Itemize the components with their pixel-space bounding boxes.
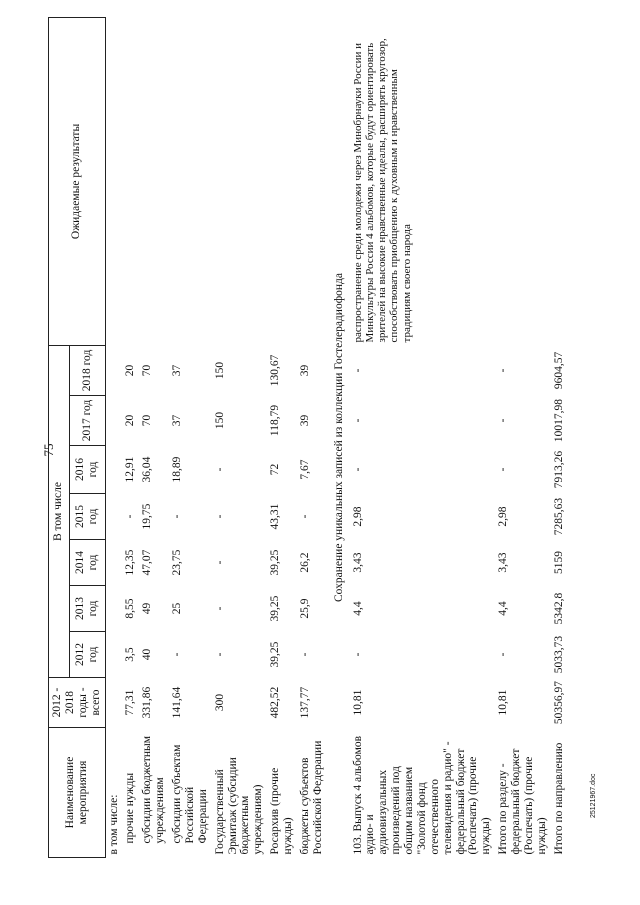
row-value: 39 <box>298 414 311 427</box>
row-value: - <box>298 514 311 519</box>
document-code: 25121967.doc <box>590 773 597 818</box>
row-value: 25,9 <box>298 598 311 619</box>
row-value: 20 <box>124 364 137 377</box>
header-year: 2018 год <box>69 345 105 395</box>
row-value: 20 <box>124 414 137 427</box>
row-value: - <box>213 606 226 611</box>
row-name: Итого по разделу - федеральный бюджет (Роспечать) (прочие нужды) <box>497 748 548 855</box>
row-name: 103. Выпуск 4 альбомов аудио- и аудиовизуальных произведений под общим названием "Золотой фонд отечественного телевидения и радио" - федеральный бюджет (Роспечать) (прочие нужды) <box>351 735 493 855</box>
row-name: субсидии субъектам Российской Федерации <box>171 744 209 844</box>
row-value: - <box>213 467 226 472</box>
row-name: субсидии бюджетным учреждениям <box>141 736 167 844</box>
row-value: - <box>171 514 183 519</box>
table-row <box>297 17 327 857</box>
row-value: 10,81 <box>497 689 510 716</box>
row-value: 482,52 <box>269 686 282 719</box>
row-value: 47,07 <box>141 549 154 576</box>
table-row <box>105 17 122 857</box>
table-row <box>267 17 297 857</box>
row-value: 70 <box>141 364 154 377</box>
row-value <box>105 586 122 632</box>
row-value: 23,75 <box>171 549 183 576</box>
table-row <box>139 17 169 857</box>
row-value: 130,67 <box>269 354 282 387</box>
table-row <box>212 17 268 857</box>
empty-result <box>105 17 122 345</box>
header-year: 2015 год <box>69 494 105 540</box>
rotated-page <box>48 18 603 858</box>
row-name: Государственный Эрмитаж (субсидии бюджетным учреждениям) <box>213 757 265 855</box>
row-value: 18,89 <box>171 456 183 483</box>
table-row <box>350 17 496 857</box>
row-value: - <box>351 652 364 657</box>
row-value: 3,43 <box>497 552 510 573</box>
row-value: 118,79 <box>269 404 282 437</box>
row-value: - <box>351 418 364 423</box>
row-value: 39,25 <box>269 549 282 576</box>
row-value: - <box>124 514 137 519</box>
row-value: 37 <box>171 414 183 427</box>
row-value: 10,81 <box>351 689 364 716</box>
row-value <box>105 632 122 678</box>
row-value: 5033,73 <box>552 635 565 674</box>
row-value <box>105 396 122 446</box>
row-value: 5159 <box>552 551 565 574</box>
row-value: - <box>351 467 364 472</box>
row-value: 26,2 <box>298 552 311 573</box>
row-value: 10017,98 <box>552 398 565 443</box>
row-value: 49 <box>141 602 154 615</box>
empty-result <box>267 17 297 345</box>
row-value <box>105 494 122 540</box>
row-value: 5342,8 <box>552 592 565 625</box>
header-year: 2013 год <box>69 586 105 632</box>
header-total: 2012 - 2018 годы - всего <box>49 678 106 728</box>
row-value: - <box>497 652 510 657</box>
row-value: 331,86 <box>141 686 154 719</box>
empty-result <box>212 17 268 345</box>
row-value: 7913,26 <box>552 450 565 489</box>
row-value: 39 <box>298 364 311 377</box>
row-name: бюджеты субъектов Российской Федерации <box>298 740 324 855</box>
header-results: Ожидаемые результаты <box>49 17 106 345</box>
row-value: - <box>497 467 510 472</box>
empty-result <box>122 17 139 345</box>
row-value: 19,75 <box>141 503 154 530</box>
row-value: 150 <box>213 411 226 430</box>
program-table <box>48 17 568 858</box>
row-value: 3,5 <box>124 647 137 662</box>
row-value: 2,98 <box>497 506 510 527</box>
page-number: 75 <box>41 443 56 457</box>
table-row <box>122 17 139 857</box>
row-value: 2,98 <box>351 506 364 527</box>
header-year: 2017 год <box>69 396 105 446</box>
row-value: - <box>298 652 311 657</box>
rotated-content <box>48 18 603 858</box>
row-value: 150 <box>213 361 226 380</box>
row-value <box>105 678 122 728</box>
header-year: 2016 год <box>69 446 105 494</box>
row-value: 300 <box>213 693 226 712</box>
row-value: - <box>213 560 226 565</box>
row-value <box>105 540 122 586</box>
row-value: 12,35 <box>124 549 137 576</box>
row-value: 25 <box>171 602 183 615</box>
row-name: Росархив (прочие нужды) <box>269 767 294 855</box>
row-value: 4,4 <box>351 601 364 616</box>
row-value: - <box>171 652 183 657</box>
row-value: 39,25 <box>269 641 282 668</box>
row-value: 72 <box>269 463 282 476</box>
row-value: 39,25 <box>269 595 282 622</box>
row-value: 77,31 <box>124 689 137 716</box>
row-value: 50356,97 <box>552 680 565 725</box>
row-value <box>105 446 122 494</box>
row-value: 7,67 <box>298 459 311 480</box>
row-value: 37 <box>171 364 183 377</box>
row-value: - <box>497 368 510 373</box>
row-value: - <box>351 368 364 373</box>
header-year: 2014 год <box>69 540 105 586</box>
row-value: - <box>497 418 510 423</box>
row-value: 40 <box>141 648 154 661</box>
row-value: 43,31 <box>269 503 282 530</box>
header-name: Наименование мероприятия <box>49 728 106 858</box>
row-value: 9604,57 <box>552 351 565 390</box>
row-value <box>105 345 122 395</box>
row-value: - <box>213 514 226 519</box>
section-title-row <box>327 17 350 857</box>
row-value: 4,4 <box>497 601 510 616</box>
row-name: прочие нужды <box>124 772 137 844</box>
row-value: 141,64 <box>171 686 183 719</box>
empty-result <box>139 17 169 345</box>
empty-result <box>297 17 327 345</box>
header-year: 2012 год <box>69 632 105 678</box>
empty-result <box>169 17 212 345</box>
expected-result: распространение среди молодежи через Минобрнауки России и Минкультуры России 4 альбомов, которые будут ориентировать зрителей на высокие нравственные идеалы, расширять кругозор, способствовать приобщению к духовным и нравственным традициям своего народа <box>351 38 413 343</box>
table-row <box>169 17 212 857</box>
row-value: 12,91 <box>124 456 137 483</box>
row-value: 3,43 <box>351 552 364 573</box>
row-name: Итого по направлению <box>552 742 565 855</box>
row-value: 7285,63 <box>552 497 565 536</box>
row-name: в том числе: <box>107 794 120 855</box>
section-title: Сохранение уникальных записей из коллекции Гостелерадиофонда <box>332 272 345 602</box>
row-value: 36,04 <box>141 456 154 483</box>
row-value: 137,77 <box>298 686 311 719</box>
header-incl: В том числе <box>49 345 70 677</box>
row-value: 8,55 <box>124 598 137 619</box>
row-value: - <box>213 652 226 657</box>
row-value: 70 <box>141 414 154 427</box>
